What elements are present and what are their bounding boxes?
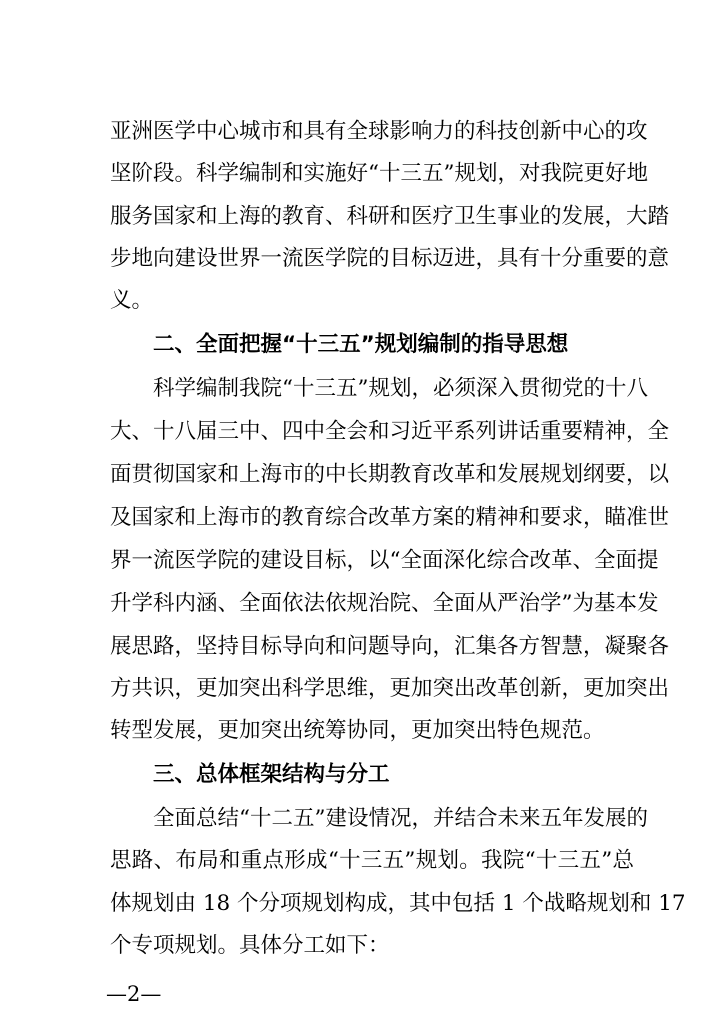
paragraph-line: 亚洲医学中心城市和具有全球影响力的科技创新中心的攻 (110, 119, 648, 144)
paragraph-line: 升学科内涵、全面依法依规治院、全面从严治学”为基本发 (110, 591, 659, 616)
paragraph-line: 个专项规划。具体分工如下： (110, 933, 390, 958)
paragraph-line: 方共识，更加突出科学思维，更加突出改革创新，更加突出 (110, 676, 670, 701)
paragraph-line: 全面总结“十二五”建设情况，并结合未来五年发展的 (153, 806, 648, 831)
paragraph-line: 步地向建设世界一流医学院的目标迈进，具有十分重要的意 (110, 246, 670, 271)
paragraph-line: 大、十八届三中、四中全会和习近平系列讲话重要精神，全 (110, 419, 670, 444)
section-heading: 二、全面把握“十三五”规划编制的指导思想 (153, 332, 569, 357)
paragraph-line: 体规划由 18 个分项规划构成，其中包括 1 个战略规划和 17 (110, 891, 686, 916)
paragraph-line: 转型发展，更加突出统筹协同，更加突出特色规范。 (110, 718, 605, 743)
paragraph-line: 及国家和上海市的教育综合改革方案的精神和要求，瞄准世 (110, 505, 670, 530)
paragraph-line: 义。 (110, 288, 154, 313)
section-heading: 三、总体框架结构与分工 (153, 762, 390, 787)
paragraph-line: 界一流医学院的建设目标，以“全面深化综合改革、全面提 (110, 548, 659, 573)
paragraph-line: 思路、布局和重点形成“十三五”规划。我院“十三五”总 (110, 848, 634, 873)
paragraph-line: 面贯彻国家和上海市的中长期教育改革和发展规划纲要，以 (110, 462, 670, 487)
paragraph-line: 服务国家和上海的教育、科研和医疗卫生事业的发展，大踏 (110, 204, 670, 229)
page-number: —2— (106, 982, 162, 1006)
paragraph-line: 科学编制我院“十三五”规划，必须深入贯彻党的十八 (153, 376, 648, 401)
paragraph-line: 坚阶段。科学编制和实施好“十三五”规划，对我院更好地 (110, 161, 648, 186)
paragraph-line: 展思路，坚持目标导向和问题导向，汇集各方智慧，凝聚各 (110, 634, 670, 659)
